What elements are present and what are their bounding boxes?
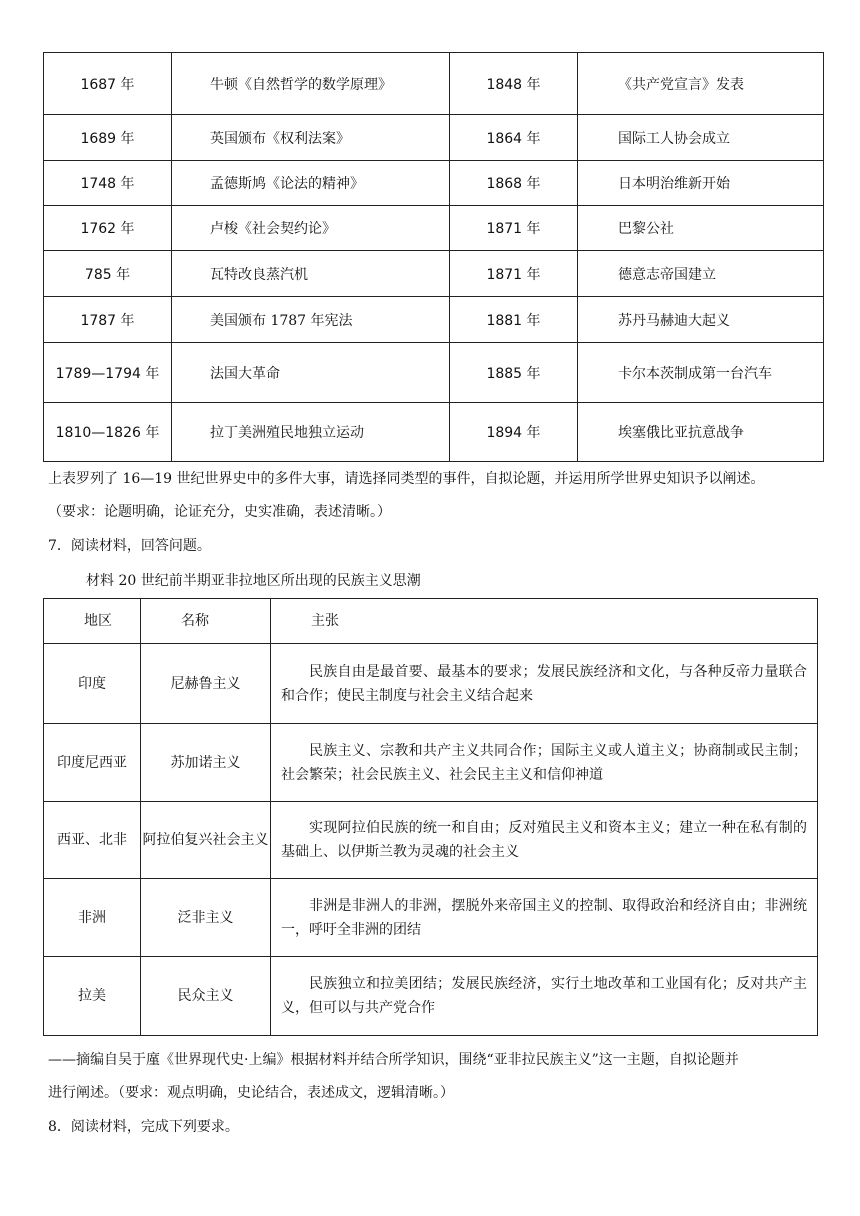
- events-table: [43, 52, 824, 462]
- header-region: 地区: [44, 599, 141, 644]
- nationalism-table-body: [44, 644, 818, 1036]
- year-cell: 1687 年: [44, 53, 172, 115]
- region-cell: 拉美: [44, 957, 141, 1036]
- event-cell: 美国颁布 1787 年宪法: [172, 297, 450, 343]
- year-cell: 1787 年: [44, 297, 172, 343]
- event-cell: 巴黎公社: [578, 206, 824, 251]
- table-row: [44, 343, 824, 403]
- year-cell: 1868 年: [450, 161, 578, 206]
- q7-heading: 7．阅读材料，回答问题。: [48, 538, 211, 554]
- table-row: [44, 297, 824, 343]
- event-cell: 埃塞俄比亚抗意战争: [578, 403, 824, 462]
- year-cell: 1789—1794 年: [44, 343, 172, 403]
- year-cell: 1881 年: [450, 297, 578, 343]
- claim-cell: 实现阿拉伯民族的统一和自由；反对殖民主义和资本主义；建立一种在私有制的基础上、以伊斯兰教为灵魂的社会主义: [271, 802, 818, 879]
- event-cell: 卡尔本茨制成第一台汽车: [578, 343, 824, 403]
- claim-cell: 民族主义、宗教和共产主义共同合作；国际主义或人道主义；协商制或民主制；社会繁荣；社会民族主义、社会民主主义和信仰神道: [271, 724, 818, 802]
- year-cell: 1871 年: [450, 251, 578, 297]
- region-cell: 印度: [44, 644, 141, 724]
- name-cell: 尼赫鲁主义: [141, 644, 271, 724]
- table-row: [44, 161, 824, 206]
- region-cell: 西亚、北非: [44, 802, 141, 879]
- event-cell: 国际工人协会成立: [578, 115, 824, 161]
- source-line-2: 进行阐述。（要求：观点明确，史论结合，表述成文，逻辑清晰。）: [48, 1085, 454, 1101]
- events-table-body: [44, 53, 824, 462]
- name-cell: 阿拉伯复兴社会主义: [141, 802, 271, 879]
- event-cell: 拉丁美洲殖民地独立运动: [172, 403, 450, 462]
- claim-cell: 非洲是非洲人的非洲，摆脱外来帝国主义的控制、取得政治和经济自由；非洲统一，呼吁全非洲的团结: [271, 879, 818, 957]
- event-cell: 苏丹马赫迪大起义: [578, 297, 824, 343]
- q6-requirements: （要求：论题明确，论证充分，史实准确，表述清晰。）: [48, 504, 391, 520]
- table-row: [44, 957, 818, 1036]
- table-row: [44, 879, 818, 957]
- year-cell: 1871 年: [450, 206, 578, 251]
- name-cell: 民众主义: [141, 957, 271, 1036]
- event-cell: 瓦特改良蒸汽机: [172, 251, 450, 297]
- q6-prompt: 上表罗列了 16—19 世纪世界史中的多件大事，请选择同类型的事件，自拟论题，并运用所学世界史知识予以阐述。: [48, 471, 765, 487]
- table-row: [44, 802, 818, 879]
- event-cell: 卢梭《社会契约论》: [172, 206, 450, 251]
- year-cell: 1885 年: [450, 343, 578, 403]
- year-cell: 1810—1826 年: [44, 403, 172, 462]
- event-cell: 日本明治维新开始: [578, 161, 824, 206]
- table-row: [44, 724, 818, 802]
- event-cell: 孟德斯鸠《论法的精神》: [172, 161, 450, 206]
- year-cell: 1689 年: [44, 115, 172, 161]
- table-row: [44, 115, 824, 161]
- claim-cell: 民族自由是最首要、最基本的要求；发展民族经济和文化，与各种反帝力量联合和合作；使民主制度与社会主义结合起来: [271, 644, 818, 724]
- table-row: [44, 644, 818, 724]
- table-row: [44, 251, 824, 297]
- table-row: [44, 53, 824, 115]
- table-row: [44, 206, 824, 251]
- year-cell: 1864 年: [450, 115, 578, 161]
- name-cell: 苏加诺主义: [141, 724, 271, 802]
- year-cell: 785 年: [44, 251, 172, 297]
- year-cell: 1848 年: [450, 53, 578, 115]
- event-cell: 法国大革命: [172, 343, 450, 403]
- claim-cell: 民族独立和拉美团结；发展民族经济，实行土地改革和工业国有化；反对共产主义，但可以与共产党合作: [271, 957, 818, 1036]
- header-claim: 主张: [271, 599, 818, 644]
- table-row: [44, 403, 824, 462]
- region-cell: 非洲: [44, 879, 141, 957]
- source-line: ——摘编自吴于廑《世界现代史·上编》根据材料并结合所学知识，围绕“亚非拉民族主义”这一主题，自拟论题并: [48, 1052, 739, 1068]
- year-cell: 1762 年: [44, 206, 172, 251]
- nationalism-table: [43, 598, 818, 1036]
- name-cell: 泛非主义: [141, 879, 271, 957]
- event-cell: 英国颁布《权利法案》: [172, 115, 450, 161]
- event-cell: 《共产党宣言》发表: [578, 53, 824, 115]
- year-cell: 1748 年: [44, 161, 172, 206]
- header-name: 名称: [141, 599, 271, 644]
- event-cell: 德意志帝国建立: [578, 251, 824, 297]
- year-cell: 1894 年: [450, 403, 578, 462]
- material-caption: 材料 20 世纪前半期亚非拉地区所出现的民族主义思潮: [86, 573, 421, 589]
- event-cell: 牛顿《自然哲学的数学原理》: [172, 53, 450, 115]
- q8-heading: 8．阅读材料，完成下列要求。: [48, 1119, 239, 1135]
- table-header-row: [44, 599, 818, 644]
- region-cell: 印度尼西亚: [44, 724, 141, 802]
